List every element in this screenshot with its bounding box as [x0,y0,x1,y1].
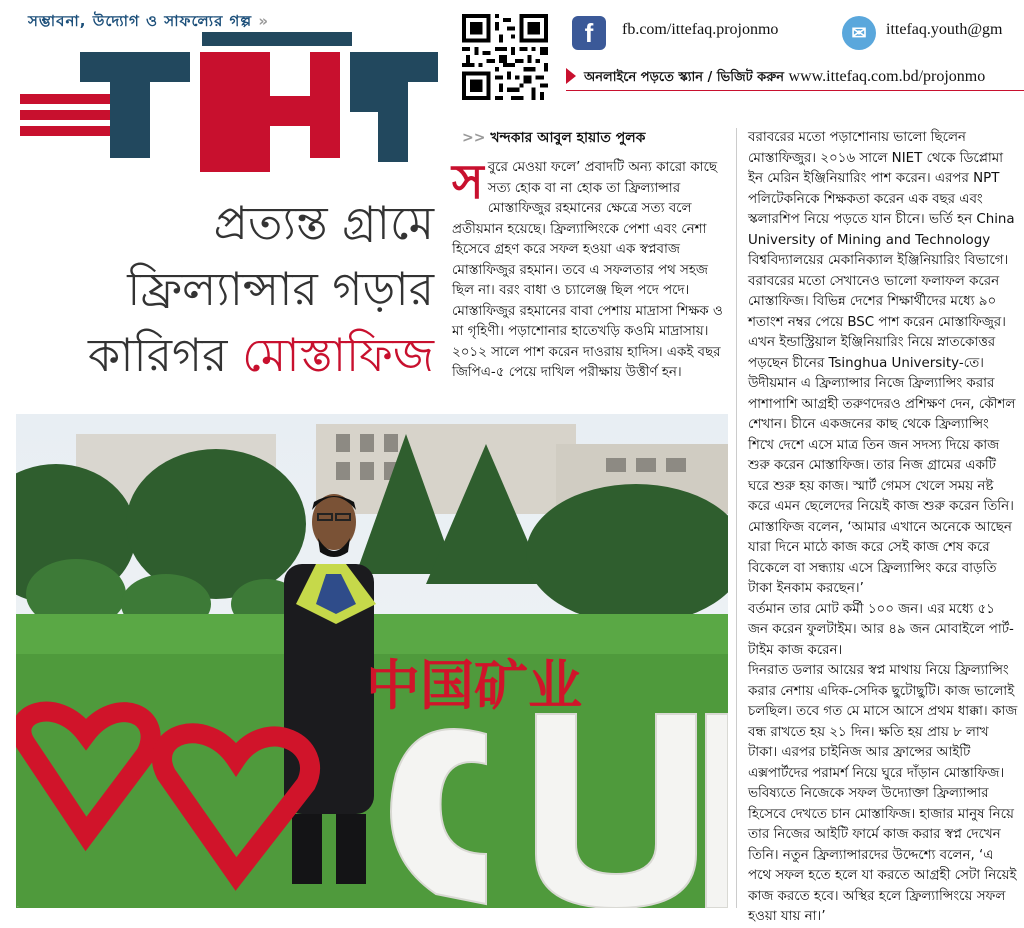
scan-label: অনলাইনে পড়তে স্ক্যান / ভিজিট করুন [584,70,785,85]
tagline-arrows: » [258,12,270,30]
paragraph-4: দিনরাত ডলার আয়ের স্বপ্ন মাথায় নিয়ে ফ্রিল্যান্সিং করার নেশায় এদিক-সেদিক ছুটোছুটি। কাজ ভালোই চলছিল। তবে গত মে মাসে আসে প্রথম ধাক্কা। কাজ বন্ধ রাখতে হয় ২১ দিন। ক্ষতি হয় প্রায় ৮ লাখ টাকা। এরপর চাইনিজ আর ফ্রান্সের আইটি এক্সপার্টদের পরামর্শ নিয়ে ঘুরে দাঁড়ান মোস্তাফিজ। ভবিষ্যতে নিজেকে সফল উদ্যোক্তা ফ্রিল্যান্সার হিসেবে দেখতে চান মোস্তাফিজ। হাজার মানুষ নিয়ে তার নিজের আইটি ফার্মে কাজ করার স্বপ্ন দেখেন তিনি। নতুন ফ্রিল্যান্সারদের উদ্দেশ্যে বলেন, ‘এ পথে সফল হতে হলে যা করতে আগ্রহী সেটা নিয়েই কাজ করতে হবে। অস্থির হলে ফ্রিল্যান্সিংয়ে সফল হওয়া যায় না।’ [748,663,1018,924]
drop-cap: স [452,154,484,210]
email-link[interactable]: ittefaq.youth@gm [886,21,1003,38]
byline [462,126,645,150]
byline-author: খন্দকার আবুল হায়াত পুলক [490,130,646,146]
tagline-text: সম্ভাবনা, উদ্যোগ ও সাফল্যের গল্প [28,12,253,30]
article-column-2 [748,128,1018,928]
headline-line-2: ফ্রিল্যান্সার গড়ার [127,262,434,316]
logo-text: প্রজন্ম [30,167,33,168]
website-link[interactable]: www.ittefaq.com.bd/projonmo [788,68,986,85]
headline-accent-name: মোস্তাফিজ [242,328,434,382]
red-triangle-icon [566,68,576,84]
scan-visit-line [584,68,985,89]
byline-arrows: >> [462,130,486,146]
cumt-letters-sculpture [391,714,728,908]
qr-code-icon[interactable] [462,14,548,100]
headline-line-1: প্রত্যন্ত গ্রামে [213,196,434,250]
graduate-photo [16,414,728,908]
article-column-1 [452,154,728,384]
facebook-icon[interactable]: f [572,16,606,50]
paragraph-1: বরাবরের মতো পড়াশোনায় ভালো ছিলেন মোস্তাফিজুর। ২০১৬ সালে NIET থেকে ডিপ্লোমা ইন মেরিন ইঞ্জিনিয়ারিং পাশ করেন। এরপর NPT পলিটেকনিকে শিক্ষকতা করেন এক বছর এবং স্কলারশিপ নিয়ে পড়তে যান চীনে। ভর্তি হন China University of Mining and Technology বিশ্ববিদ্যালয়ের মেকানিক্যাল ইঞ্জিনিয়ারিং বিভাগে। বরাবরের মতো সেখানেও ভালো ফলাফল করেন মোস্তাফিজ। বিভিন্ন দেশের শিক্ষার্থীদের মধ্যে ৯০ শতাংশ নম্বর পেয়ে BSC পাশ করেন মোস্তাফিজুর। এখন ইন্ডাস্ট্রিয়াল ইঞ্জিনিয়ারিং নিয়ে স্নাতকোত্তর পড়ছেন চীনের Tsinghua University-তে। উদীয়মান এ ফ্রিল্যান্সার নিজে ফ্রিল্যান্সিং করার পাশাপাশি আগ্রহী তরুণদেরও প্রশিক্ষণ দেন, কৌশল শেখান। চীনে একজনের কাছ থেকে ফ্রিল্যান্সিং শিখে দেশে এসে মাত্র তিন জন সদস্য দিয়ে কাজ শুরু করেন মোস্তাফিজ। তার নিজ গ্রামের একটি ঘরে শুরু হয় কাজ। স্মার্ট গেমস খেলে সময় নষ্ট করে এমন ছেলেদের নিয়েই কাজ শুরু করেন তিনি। [748,130,1016,514]
paragraph-2: মোস্তাফিজ বলেন, ‘আমার এখানে অনেকে আছেন যারা দিনে মাঠে কাজ করে সেই কাজ শেষ করে বিকেলে বা সন্ধ্যায় এসে ফ্রিল্যান্সিং করে বাড়তি টাকা ইনকাম করছেন।’ [748,519,1012,596]
facebook-link[interactable]: fb.com/ittefaq.projonmo [622,21,779,38]
paragraph-3: বর্তমান তার মোট কর্মী ১০০ জন। এর মধ্যে ৫১ জন করেন ফুলটাইম। আর ৪৯ জন মোবাইলে পার্ট-টাইম কাজ করেন। [748,601,1014,658]
sign-latin-letters: CU [17,907,19,908]
email-icon[interactable]: ✉ [842,16,876,50]
column-divider [736,128,737,908]
article-headline [88,190,434,388]
column-1-text: বুরে মেওয়া ফলে’ প্রবাদটি অন্য কারো কাছে সত্য হোক বা না হোক তা ফ্রিল্যান্সার মোস্তাফিজুর রহমানের ক্ষেত্রে সত্য বলে প্রতীয়মান হয়েছে। ফ্রিল্যান্সিংকে পেশা এবং নেশা হিসেবে গ্রহণ করে সফল হওয়া এক স্বপ্নবাজ মোস্তাফিজুর রহমান। তবে এ সফলতার পথ সহজ ছিল না। বরং বাধা ও চ্যালেঞ্জ ছিল পদে পদে। মোস্তাফিজুর রহমানের বাবা পেশায় মাদ্রাসা শিক্ষক ও মা গৃহিণী। পড়াশোনার হাতেখড়ি কওমি মাদ্রাসায়। ২০১২ সালে পাশ করেন দাওরায় হাদিস। একই বছর জিপিএ-৫ পেয়ে দাখিল পরীক্ষায় উত্তীর্ণ হন। [452,160,723,380]
headline-line-3 [88,322,434,388]
projonmo-logo [20,32,438,172]
chinese-calligraphy-sign: 中国矿业 [366,653,582,717]
headline-line-3-prefix: কারিগর [88,328,228,382]
